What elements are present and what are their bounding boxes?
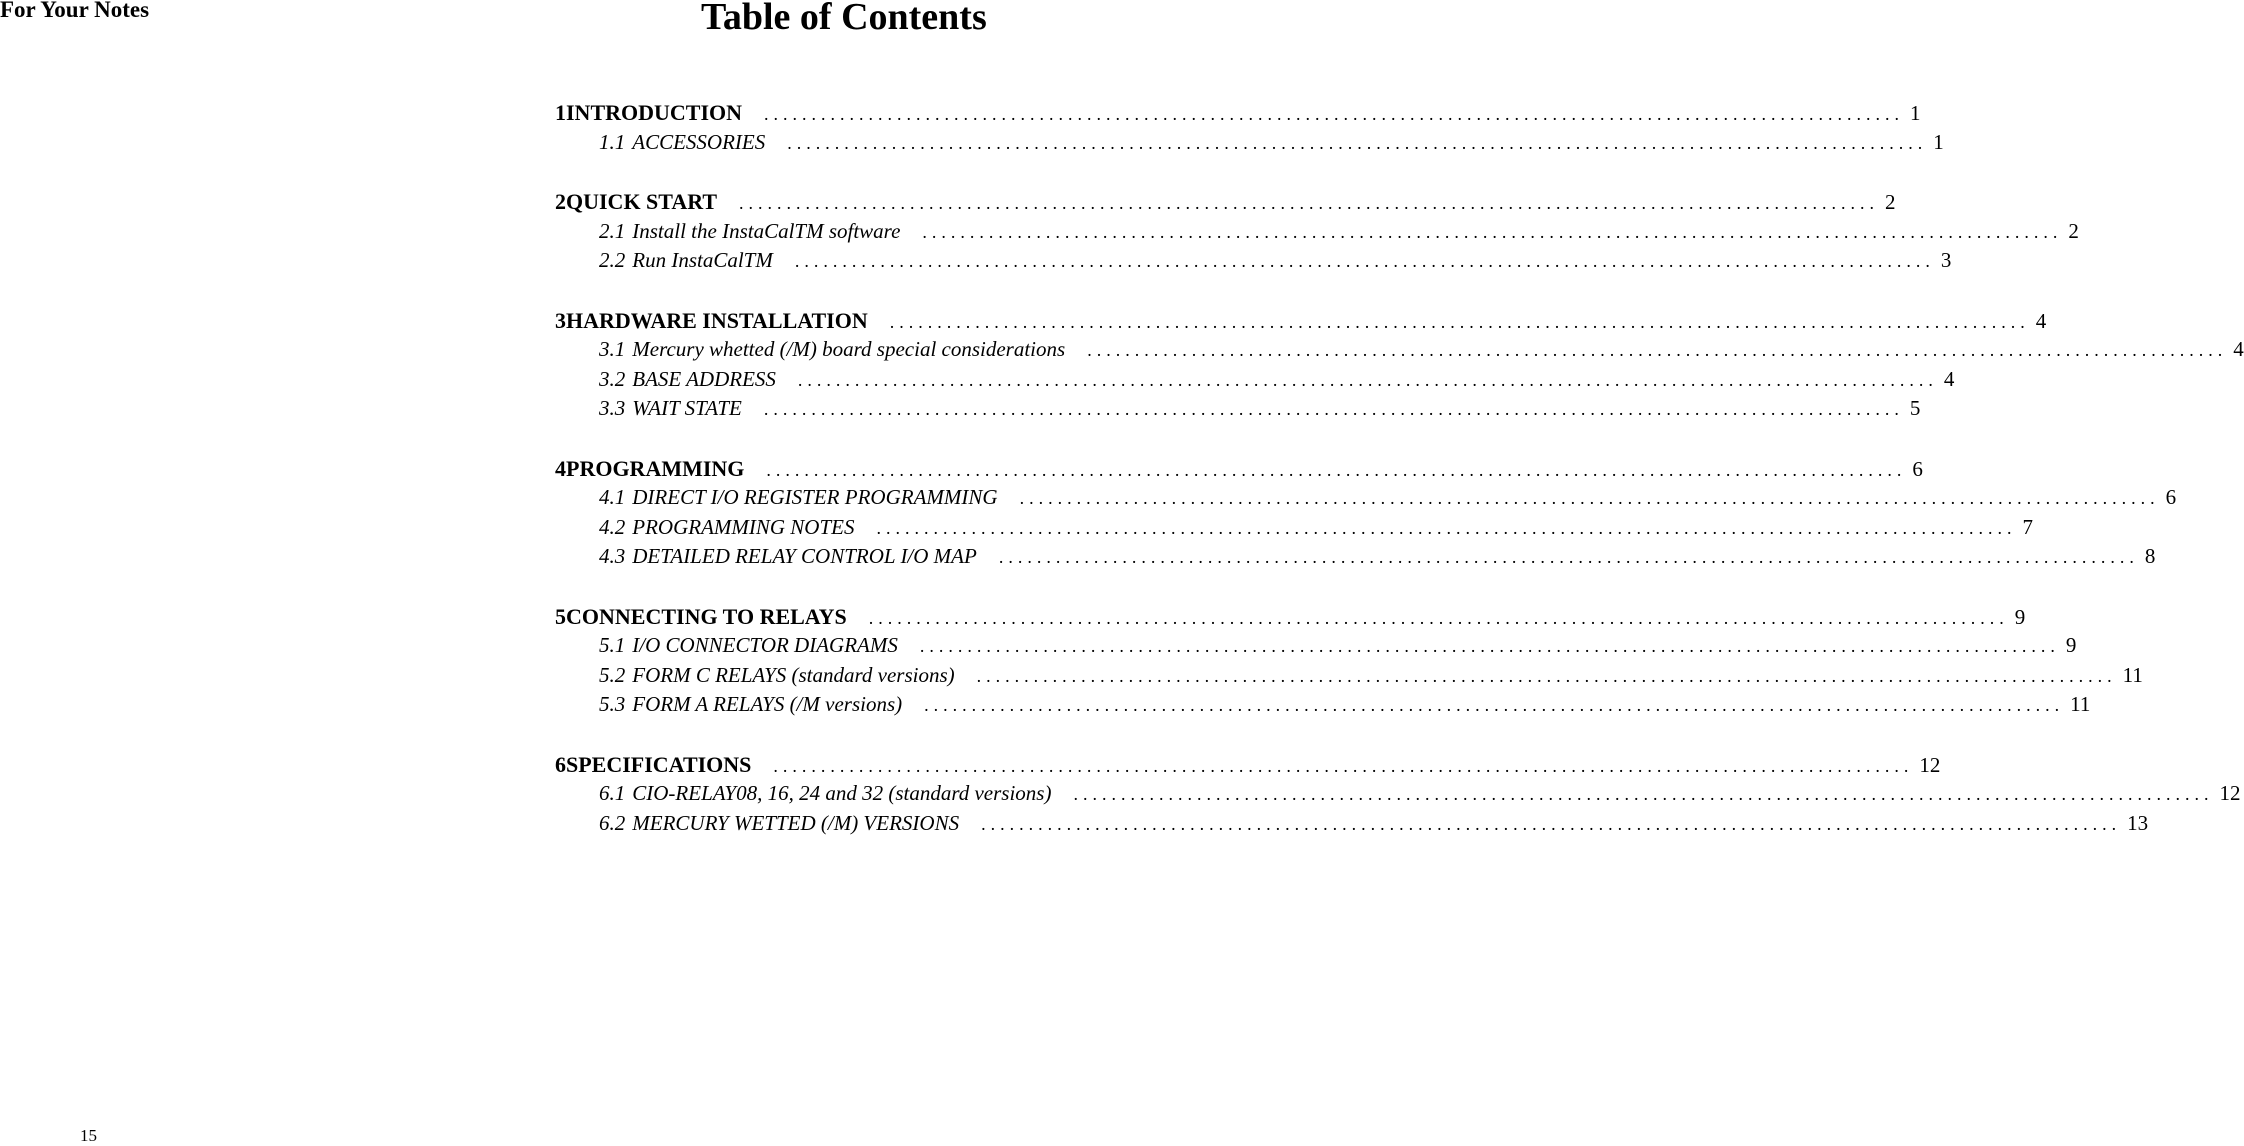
toc-entry-number: 5.1 bbox=[599, 633, 626, 657]
toc-entry-page: 9 bbox=[2014, 604, 2026, 629]
toc-title: Table of Contents bbox=[701, 0, 987, 38]
dot-leader: ........................................................................................................................ bbox=[787, 132, 1928, 153]
toc-section bbox=[555, 307, 2244, 426]
dot-leader: ........................................................................................................................ bbox=[876, 517, 2017, 538]
toc-entry-label: CIO-RELAY08, 16, 24 and 32 (standard versions) bbox=[632, 781, 1052, 805]
dot-leader: ........................................................................................................................ bbox=[998, 547, 2139, 567]
toc-subentry[interactable] bbox=[555, 337, 2244, 367]
toc-entry[interactable] bbox=[555, 455, 1923, 486]
toc-section bbox=[555, 455, 2177, 574]
toc-entry-page: 7 bbox=[2022, 514, 2033, 539]
toc-entry-number: 3.2 bbox=[599, 366, 626, 391]
toc-subentry[interactable] bbox=[555, 633, 2077, 663]
dot-leader: ........................................................................................................................ bbox=[764, 104, 1905, 124]
toc-section bbox=[555, 603, 2143, 722]
toc-entry-page: 4 bbox=[2035, 308, 2047, 333]
toc-subentry[interactable] bbox=[555, 396, 1921, 426]
toc-entry-page: 6 bbox=[2165, 485, 2177, 509]
toc-subentry[interactable] bbox=[555, 485, 2177, 515]
toc-entry[interactable] bbox=[555, 751, 1941, 782]
toc-entry-page: 3 bbox=[1940, 248, 1952, 272]
toc-entry[interactable] bbox=[555, 189, 1896, 219]
toc-subentry[interactable] bbox=[555, 218, 2079, 249]
toc-entry-number: 6 bbox=[555, 751, 566, 777]
toc-entry[interactable] bbox=[555, 307, 2047, 338]
toc-entry-label: ACCESSORIES bbox=[632, 129, 766, 154]
toc-entry-number: 2.2 bbox=[599, 248, 626, 272]
toc-section bbox=[555, 751, 2241, 841]
toc-entry-page: 1 bbox=[1910, 101, 1921, 125]
toc-entry-number: 4.3 bbox=[599, 544, 626, 568]
toc-entry-number: 3.3 bbox=[599, 396, 626, 420]
dot-leader: ........................................................................................................................ bbox=[773, 755, 1914, 776]
notes-heading: For Your Notes bbox=[0, 0, 150, 22]
toc-entry-label: CONNECTING TO RELAYS bbox=[566, 603, 847, 629]
toc-entry-label: MERCURY WETTED (/M) VERSIONS bbox=[632, 810, 960, 835]
toc-entry-number: 5.2 bbox=[599, 662, 626, 687]
dot-leader: ........................................................................................................................ bbox=[976, 665, 2117, 686]
toc-entry-page: 2 bbox=[1885, 190, 1896, 214]
dot-leader: ........................................................................................................................ bbox=[1073, 784, 2214, 804]
dot-leader: ........................................................................................................................ bbox=[794, 251, 1935, 271]
toc-entry-page: 4 bbox=[1943, 366, 1955, 391]
toc-entry-page: 9 bbox=[2065, 633, 2077, 657]
toc-subentry[interactable] bbox=[555, 781, 2241, 811]
toc-entry-number: 5 bbox=[555, 603, 566, 629]
toc-entry-number: 2 bbox=[555, 189, 566, 214]
toc-entry-label: HARDWARE INSTALLATION bbox=[566, 307, 868, 333]
toc-entry-number: 4.2 bbox=[599, 514, 626, 539]
toc-subentry[interactable] bbox=[555, 366, 1955, 397]
toc-entry[interactable] bbox=[555, 100, 1921, 130]
toc-entry-page: 6 bbox=[1912, 456, 1923, 481]
toc-entry-number: 1 bbox=[555, 100, 566, 125]
toc-entry-page: 8 bbox=[2144, 544, 2156, 568]
toc-subentry[interactable] bbox=[555, 514, 2033, 545]
toc-entry-label: PROGRAMMING bbox=[566, 455, 745, 481]
toc-entry-label: Run InstaCalTM bbox=[632, 248, 773, 272]
dot-leader: ........................................................................................................................ bbox=[1087, 340, 2228, 360]
toc-entry-number: 4.1 bbox=[599, 485, 626, 509]
toc-entry-page: 12 bbox=[1919, 752, 1941, 777]
toc-entry-page: 4 bbox=[2233, 337, 2244, 361]
toc-subentry[interactable] bbox=[555, 129, 1944, 160]
toc-entry-label: Install the InstaCalTM software bbox=[632, 218, 901, 243]
toc-entry-label: DIRECT I/O REGISTER PROGRAMMING bbox=[632, 485, 998, 509]
table-of-contents bbox=[555, 100, 2244, 870]
toc-entry-label: QUICK START bbox=[566, 189, 718, 214]
toc-entry-page: 2 bbox=[2068, 218, 2079, 243]
dot-leader: ........................................................................................................................ bbox=[766, 459, 1907, 480]
toc-section bbox=[555, 189, 2079, 278]
toc-entry-number: 1.1 bbox=[599, 129, 626, 154]
dot-leader: ........................................................................................................................ bbox=[922, 221, 2063, 242]
page-number: 15 bbox=[80, 1126, 97, 1145]
dot-leader: ........................................................................................................................ bbox=[763, 399, 1904, 419]
toc-entry-label: SPECIFICATIONS bbox=[566, 751, 752, 777]
toc-entry[interactable] bbox=[555, 603, 2026, 634]
toc-entry-label: I/O CONNECTOR DIAGRAMS bbox=[632, 633, 898, 657]
toc-entry-label: WAIT STATE bbox=[632, 396, 742, 420]
toc-subentry[interactable] bbox=[555, 810, 2149, 841]
dot-leader: ........................................................................................................................ bbox=[981, 813, 2122, 834]
dot-leader: ........................................................................................................................ bbox=[924, 695, 2065, 715]
dot-leader: ........................................................................................................................ bbox=[797, 369, 1938, 390]
toc-subentry[interactable] bbox=[555, 662, 2143, 693]
toc-entry-page: 12 bbox=[2219, 781, 2241, 805]
toc-subentry[interactable] bbox=[555, 544, 2156, 574]
toc-entry-label: Mercury whetted (/M) board special considerations bbox=[632, 337, 1066, 361]
toc-entry-label: FORM C RELAYS (standard versions) bbox=[632, 662, 955, 687]
toc-entry-label: PROGRAMMING NOTES bbox=[632, 514, 855, 539]
dot-leader: ........................................................................................................................ bbox=[919, 636, 2060, 656]
toc-entry-label: FORM A RELAYS (/M versions) bbox=[632, 692, 903, 716]
toc-entry-number: 6.2 bbox=[599, 810, 626, 835]
toc-entry-number: 3 bbox=[555, 307, 566, 333]
toc-entry-page: 11 bbox=[2070, 692, 2091, 716]
toc-section bbox=[555, 100, 1944, 159]
dot-leader: ........................................................................................................................ bbox=[889, 311, 2030, 332]
toc-entry-page: 13 bbox=[2127, 810, 2149, 835]
toc-entry-number: 6.1 bbox=[599, 781, 626, 805]
toc-subentry[interactable] bbox=[555, 248, 1952, 278]
toc-entry-label: DETAILED RELAY CONTROL I/O MAP bbox=[632, 544, 977, 568]
toc-entry-page: 1 bbox=[1933, 129, 1944, 154]
toc-subentry[interactable] bbox=[555, 692, 2091, 722]
toc-entry-number: 4 bbox=[555, 455, 566, 481]
dot-leader: ........................................................................................................................ bbox=[868, 607, 2009, 628]
toc-entry-number: 3.1 bbox=[599, 337, 626, 361]
toc-entry-number: 2.1 bbox=[599, 218, 626, 243]
toc-entry-label: BASE ADDRESS bbox=[632, 366, 776, 391]
toc-entry-label: INTRODUCTION bbox=[566, 100, 743, 125]
dot-leader: ........................................................................................................................ bbox=[1019, 488, 2160, 508]
dot-leader: ........................................................................................................................ bbox=[739, 193, 1880, 213]
toc-entry-page: 11 bbox=[2122, 662, 2143, 687]
toc-entry-number: 5.3 bbox=[599, 692, 626, 716]
toc-entry-page: 5 bbox=[1909, 396, 1921, 420]
